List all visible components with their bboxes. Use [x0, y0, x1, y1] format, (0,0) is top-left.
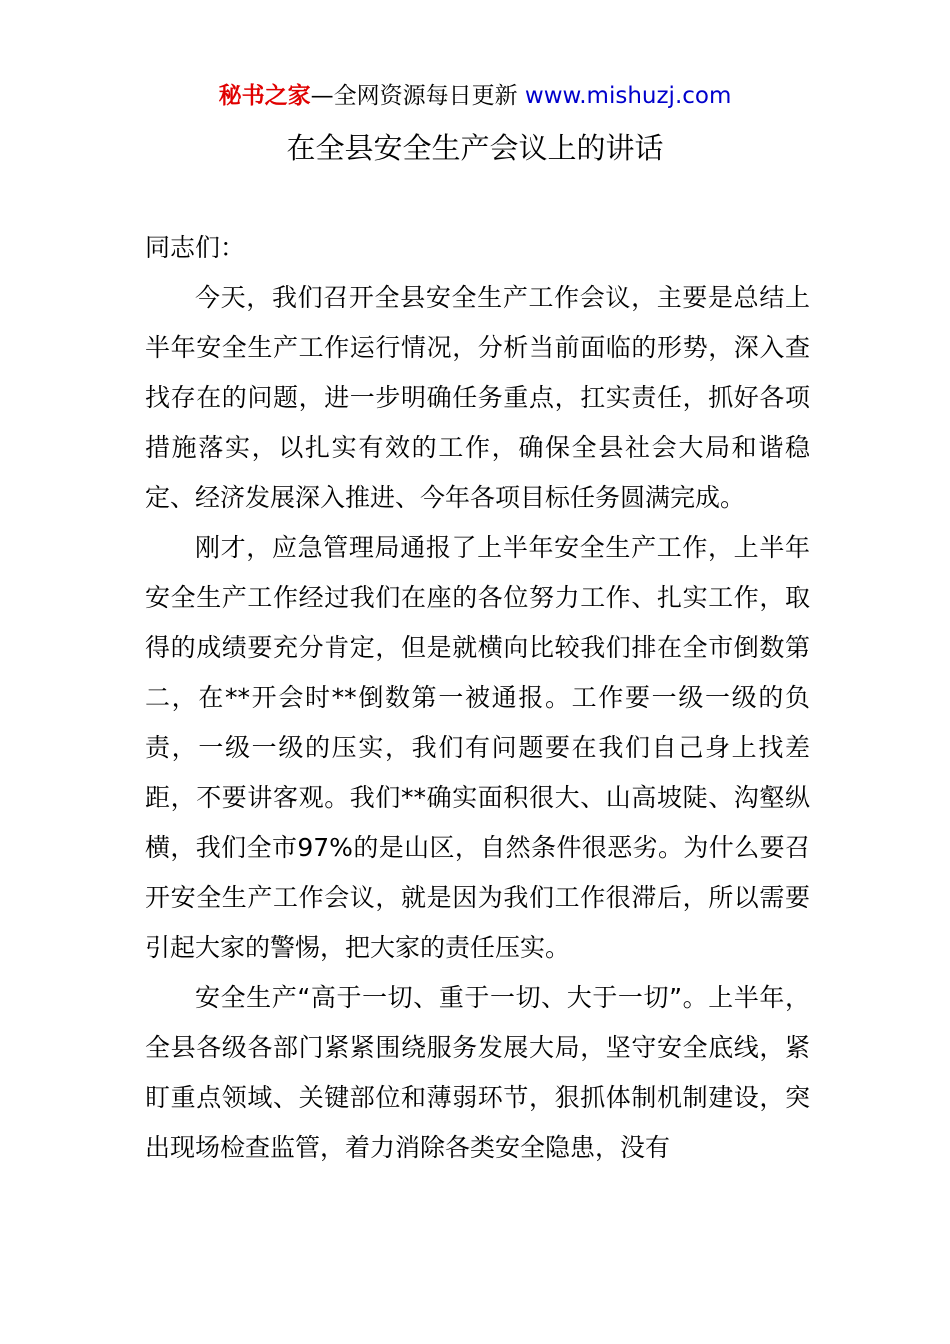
body-paragraph-1: 今天，我们召开全县安全生产工作会议，主要是总结上半年安全生产工作运行情况，分析当前面临的形势，深入查找存在的问题，进一步明确任务重点，扛实责任，抓好各项措施落实，以扎实有效的工作，确保全县社会大局和谐稳定、经济发展深入推进、今年各项目标任务圆满完成。 [145, 283, 810, 512]
document-body [145, 223, 810, 1173]
site-url-link[interactable]: www.mishuzj.com [524, 83, 732, 109]
site-slogan: —全网资源每日更新 [310, 83, 525, 109]
document-title: 在全县安全生产会议上的讲话 [286, 131, 664, 165]
body-paragraph-3: 安全生产“高于一切、重于一切、大于一切”。上半年，全县各级各部门紧紧围绕服务发展大局，坚守安全底线，紧盯重点领域、关键部位和薄弱环节，狠抓体制机制建设，突出现场检查监管，着力消除各类安全隐患，没有 [145, 983, 810, 1162]
site-brand: 秘书之家 [218, 83, 311, 109]
body-paragraph-2: 刚才，应急管理局通报了上半年安全生产工作，上半年安全生产工作经过我们在座的各位努力工作、扎实工作，取得的成绩要充分肯定，但是就横向比较我们排在全市倒数第二，在**开会时**倒数第一被通报。工作要一级一级的负责，一级一级的压实，我们有问题要在我们自己身上找差距，不要讲客观。我们**确实面积很大、山高坡陡、沟壑纵横，我们全市97%的是山区，自然条件很恶劣。为什么要召开安全生产工作会议，就是因为我们工作很滞后，所以需要引起大家的警惕，把大家的责任压实。 [145, 533, 810, 962]
salutation: 同志们： [145, 233, 246, 262]
site-header [0, 80, 950, 112]
